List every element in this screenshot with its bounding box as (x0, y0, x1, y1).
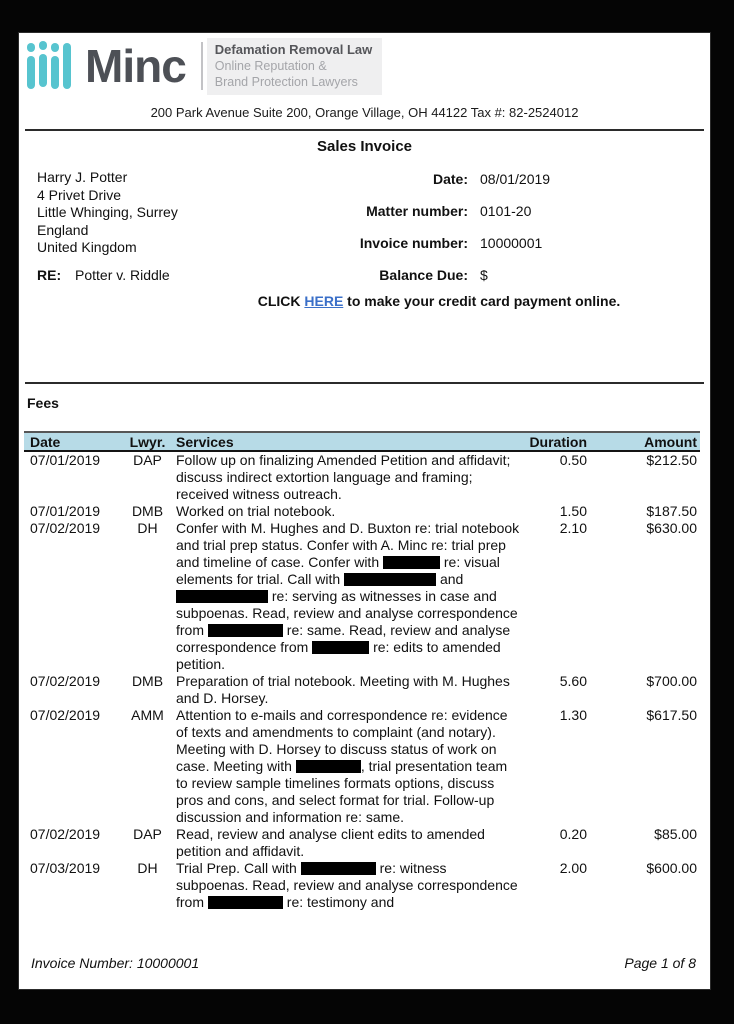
invoice-title: Sales Invoice (316, 138, 413, 155)
fee-date: 07/01/2019 (30, 452, 101, 468)
fee-lawyer-code: DMB (131, 673, 164, 689)
fee-row (24, 503, 700, 520)
fee-row (24, 673, 700, 707)
logo-divider (201, 42, 203, 90)
fees-column-header: Services (176, 433, 234, 450)
fee-date: 07/02/2019 (30, 826, 101, 842)
fee-amount: $187.50 (646, 503, 697, 519)
tagline-line1: Defamation Removal Law (214, 41, 373, 57)
fee-row (24, 826, 700, 860)
brand-header (27, 39, 382, 93)
re-line (37, 267, 170, 283)
fee-lawyer-code: DH (137, 520, 158, 536)
fee-date: 07/02/2019 (30, 673, 101, 689)
fee-row (24, 520, 700, 673)
meta-row (169, 170, 550, 189)
fee-lawyer-code: DAP (133, 826, 162, 842)
fee-amount: $700.00 (646, 673, 697, 689)
fee-services: Follow up on finalizing Amended Petition and affidavit; discuss indirect extortion language and framing; received witness outreach. (176, 452, 511, 502)
redaction-block (208, 624, 283, 637)
fee-date: 07/02/2019 (30, 707, 101, 723)
fee-row (24, 707, 700, 826)
fees-table (24, 431, 700, 911)
fee-amount: $212.50 (646, 452, 697, 468)
redaction-block (208, 896, 283, 909)
redaction-block (383, 556, 440, 569)
fee-row (24, 860, 700, 911)
payment-link[interactable]: HERE (304, 293, 344, 309)
fee-services: Worked on trial notebook. (176, 503, 336, 519)
fee-date: 07/01/2019 (30, 503, 101, 519)
client-address-line: 4 Privet Drive (37, 186, 122, 203)
fee-lawyer-code: DH (137, 860, 158, 876)
fees-table-header (24, 431, 700, 452)
minc-logo-icon (27, 43, 72, 89)
fees-column-header: Date (30, 433, 61, 450)
redaction-block (301, 862, 376, 875)
fees-column-header: Lwyr. (129, 433, 166, 450)
fee-lawyer-code: DMB (131, 503, 164, 519)
fee-services: Attention to e-mails and correspondence re: evidence of texts and amendments to complaint (and notary). Meeting with D. Horsey to discuss status of work on case. Meeting with , trial presentation team to review sample timelines formats options, discuss pros and cons, and select format for trial. Follow-up discussion and information re: same. (176, 707, 508, 825)
fees-column-header: Duration (529, 433, 587, 450)
fee-services: Confer with M. Hughes and D. Buxton re: trial notebook and trial prep status. Confer with A. Minc re: trial prep and timeline of case. Confer with re: visual elements for trial. Call with and re: serving as witnesses in case and subpoenas. Read, review and analyse correspondence from re: same. Read, review and analyse correspondence from re: edits to amended petition. (176, 520, 520, 672)
fees-table-body (24, 452, 700, 911)
fees-section-title: Fees (27, 395, 59, 411)
meta-row (169, 202, 550, 221)
fee-duration: 1.50 (559, 503, 587, 519)
fee-services: Preparation of trial notebook. Meeting with M. Hughes and D. Horsey. (176, 673, 510, 706)
brand-tagline (207, 38, 383, 95)
header-divider (25, 129, 704, 131)
fee-duration: 0.20 (559, 826, 587, 842)
fee-services: Read, review and analyse client edits to amended petition and affidavit. (176, 826, 485, 859)
fee-amount: $630.00 (646, 520, 697, 536)
fee-duration: 2.00 (559, 860, 587, 876)
fee-amount: $600.00 (646, 860, 697, 876)
re-label: RE: (37, 267, 62, 283)
meta-value: 0101-20 (480, 203, 532, 219)
tagline-line3: Brand Protection Lawyers (214, 74, 358, 89)
payment-line (169, 293, 709, 309)
fee-amount: $85.00 (654, 826, 697, 842)
fee-services: Trial Prep. Call with re: witness subpoenas. Read, review and analyse correspondence from re: testimony and (176, 860, 518, 910)
fee-lawyer-code: AMM (131, 707, 164, 723)
client-address-line: Harry J. Potter (37, 169, 128, 185)
meta-label: Balance Due: (379, 267, 468, 283)
payment-suffix: to make your credit card payment online. (343, 293, 621, 309)
meta-row (169, 234, 550, 253)
meta-value: 08/01/2019 (480, 171, 551, 187)
meta-label: Invoice number: (359, 235, 468, 251)
brand-name: Minc (85, 40, 186, 92)
fee-duration: 2.10 (559, 520, 587, 536)
invoice-page (19, 33, 710, 989)
invoice-meta (169, 170, 550, 298)
fees-column-header: Amount (644, 433, 697, 450)
payment-prefix: CLICK (257, 293, 305, 309)
meta-row (169, 266, 550, 285)
redaction-block (344, 573, 436, 586)
fee-duration: 5.60 (559, 673, 587, 689)
meta-value: 10000001 (480, 235, 543, 251)
re-value: Potter v. Riddle (75, 267, 170, 283)
firm-address: 200 Park Avenue Suite 200, Orange Village, OH 44122 Tax #: 82-2524012 (150, 105, 579, 120)
fee-date: 07/03/2019 (30, 860, 101, 876)
fee-duration: 1.30 (559, 707, 587, 723)
fee-date: 07/02/2019 (30, 520, 101, 536)
client-address-line: Little Whinging, Surrey (37, 204, 178, 220)
footer-page-info: Page 1 of 8 (624, 955, 696, 971)
meta-value: $ (480, 267, 488, 283)
redaction-block (176, 590, 268, 603)
redaction-block (312, 641, 369, 654)
meta-label: Date: (432, 171, 468, 187)
fee-duration: 0.50 (559, 452, 587, 468)
footer-invoice-number: Invoice Number: 10000001 (31, 955, 200, 971)
fee-lawyer-code: DAP (133, 452, 162, 468)
tagline-line2: Online Reputation & (214, 58, 327, 73)
redaction-block (296, 760, 361, 773)
fees-divider (25, 382, 704, 384)
client-address-line: United Kingdom (37, 239, 137, 255)
fee-amount: $617.50 (646, 707, 697, 723)
meta-label: Matter number: (366, 203, 468, 219)
page-footer (31, 955, 696, 971)
client-address-block (37, 169, 178, 257)
fee-row (24, 452, 700, 503)
client-address-line: England (37, 221, 89, 238)
